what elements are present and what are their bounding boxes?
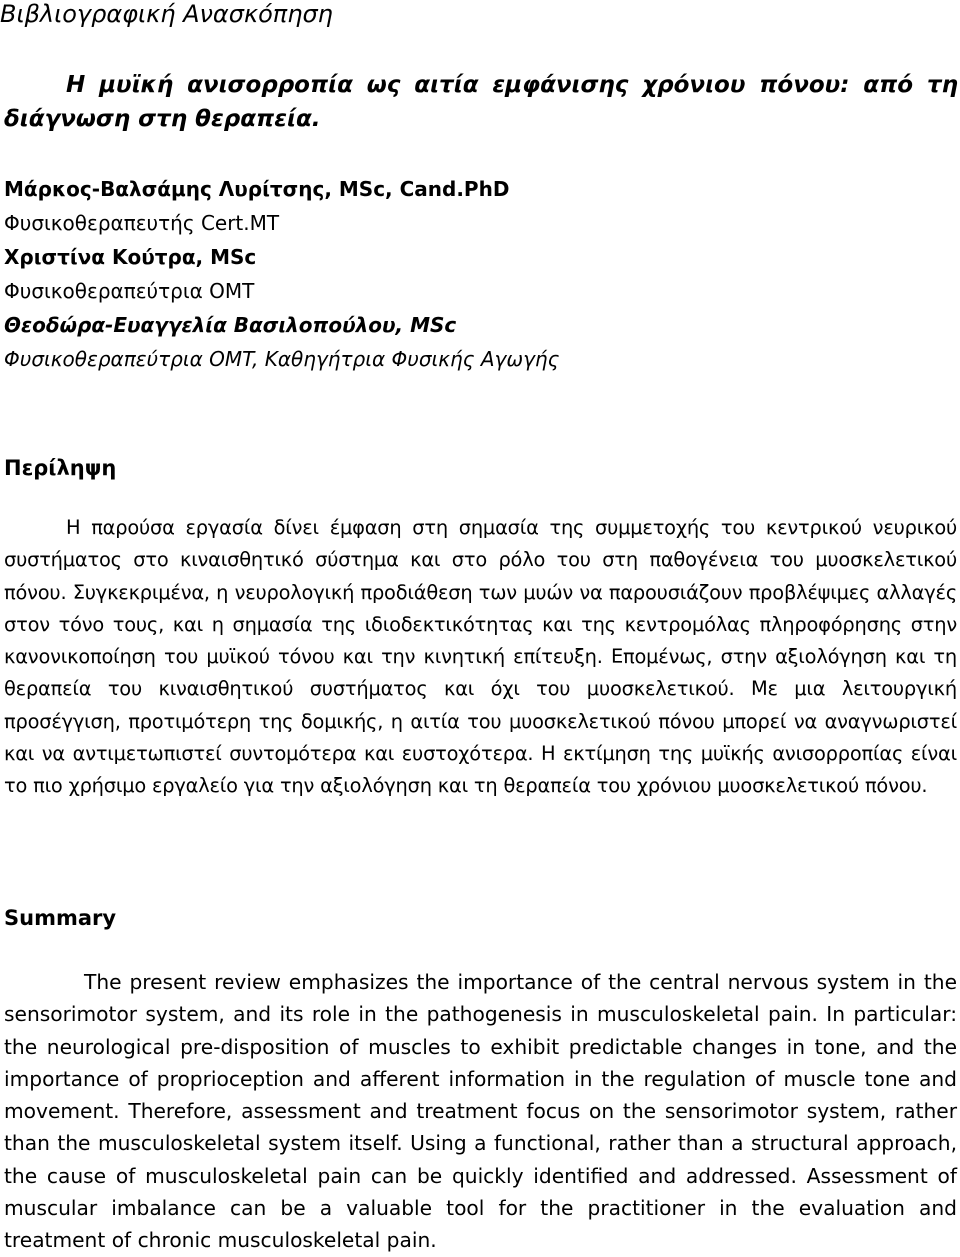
section-label: Βιβλιογραφική Ανασκόπηση [0, 0, 333, 28]
article-title: Η μυϊκή ανισορροπία ως αιτία εμφάνισης χρόνιου πόνου: από τη διάγνωση στη θεραπεία. [4, 72, 958, 132]
author-2-name: Χριστίνα Κούτρα, MSc [4, 245, 257, 269]
abstract-text-greek: Η παρούσα εργασία δίνει έμφαση στη σημασία της συμμετοχής του κεντρικού νευρικού συστήματος στο κιναισθητικό σύστημα και στο ρόλο του στη παθογένεια του μυοσκελετικού πόνου. Συγκεκριμένα, η νευρολογική προδιάθεση των μυών να παρουσιάζουν προβλέψιμες αλλαγές στον τόνο τους, και η σημασία της ιδιοδεκτικότητας και της κεντρομόλας πληροφόρησης στην κανονικοποίηση του μυϊκού τόνου και την κινητική επίτευξη. Επομένως, στην αξιολόγηση και τη θεραπεία του κιναισθητικού συστήματος και όχι του μυοσκελετικού. Με μια λειτουργική προσέγγιση, προτιμότερη της δομικής, η αιτία του μυοσκελετικού πόνου μπορεί να αναγνωριστεί και να αντιμετωπιστεί συντομότερα και ευστοχότερα. Η εκτίμηση της μυϊκής ανισορροπίας είναι το πιο χρήσιμο εργαλείο για την αξιολόγηση και τη θεραπεία του χρόνιου μυοσκελετικού πόνου. [4, 516, 957, 798]
author-list [4, 172, 559, 376]
abstract-text-english: The present review emphasizes the importance of the central nervous system in the sensorimotor system, and its role in the pathogenesis in musculoskeletal pain. In particular: the neurological pre-disposition of muscles to exhibit predictable changes in tone, and the importance of proprioception and afferent information in the regulation of muscle tone and movement. Therefore, assessment and treatment focus on the sensorimotor system, rather than the musculoskeletal system itself. Using a functional, rather than a structural approach, the cause of musculoskeletal pain can be quickly identified and addressed. Assessment of muscular imbalance can be a valuable tool for the practitioner in the evaluation and treatment of chronic musculoskeletal pain. [4, 970, 957, 1253]
author-3-role: Φυσικοθεραπεύτρια OMT, Καθηγήτρια Φυσικής Αγωγής [4, 347, 560, 371]
abstract-heading-english: Summary [4, 906, 117, 930]
author-3-name: Θεοδώρα-Ευαγγελία Βασιλοπούλου, MSc [4, 313, 457, 337]
author-1-role: Φυσικοθεραπευτής Cert.MT [4, 211, 280, 235]
author-1-name: Μάρκος-Βαλσάμης Λυρίτσης, MSc, Cand.PhD [4, 177, 510, 201]
author-2-role: Φυσικοθεραπεύτρια OMT [4, 279, 255, 303]
abstract-heading-greek: Περίληψη [4, 456, 117, 480]
